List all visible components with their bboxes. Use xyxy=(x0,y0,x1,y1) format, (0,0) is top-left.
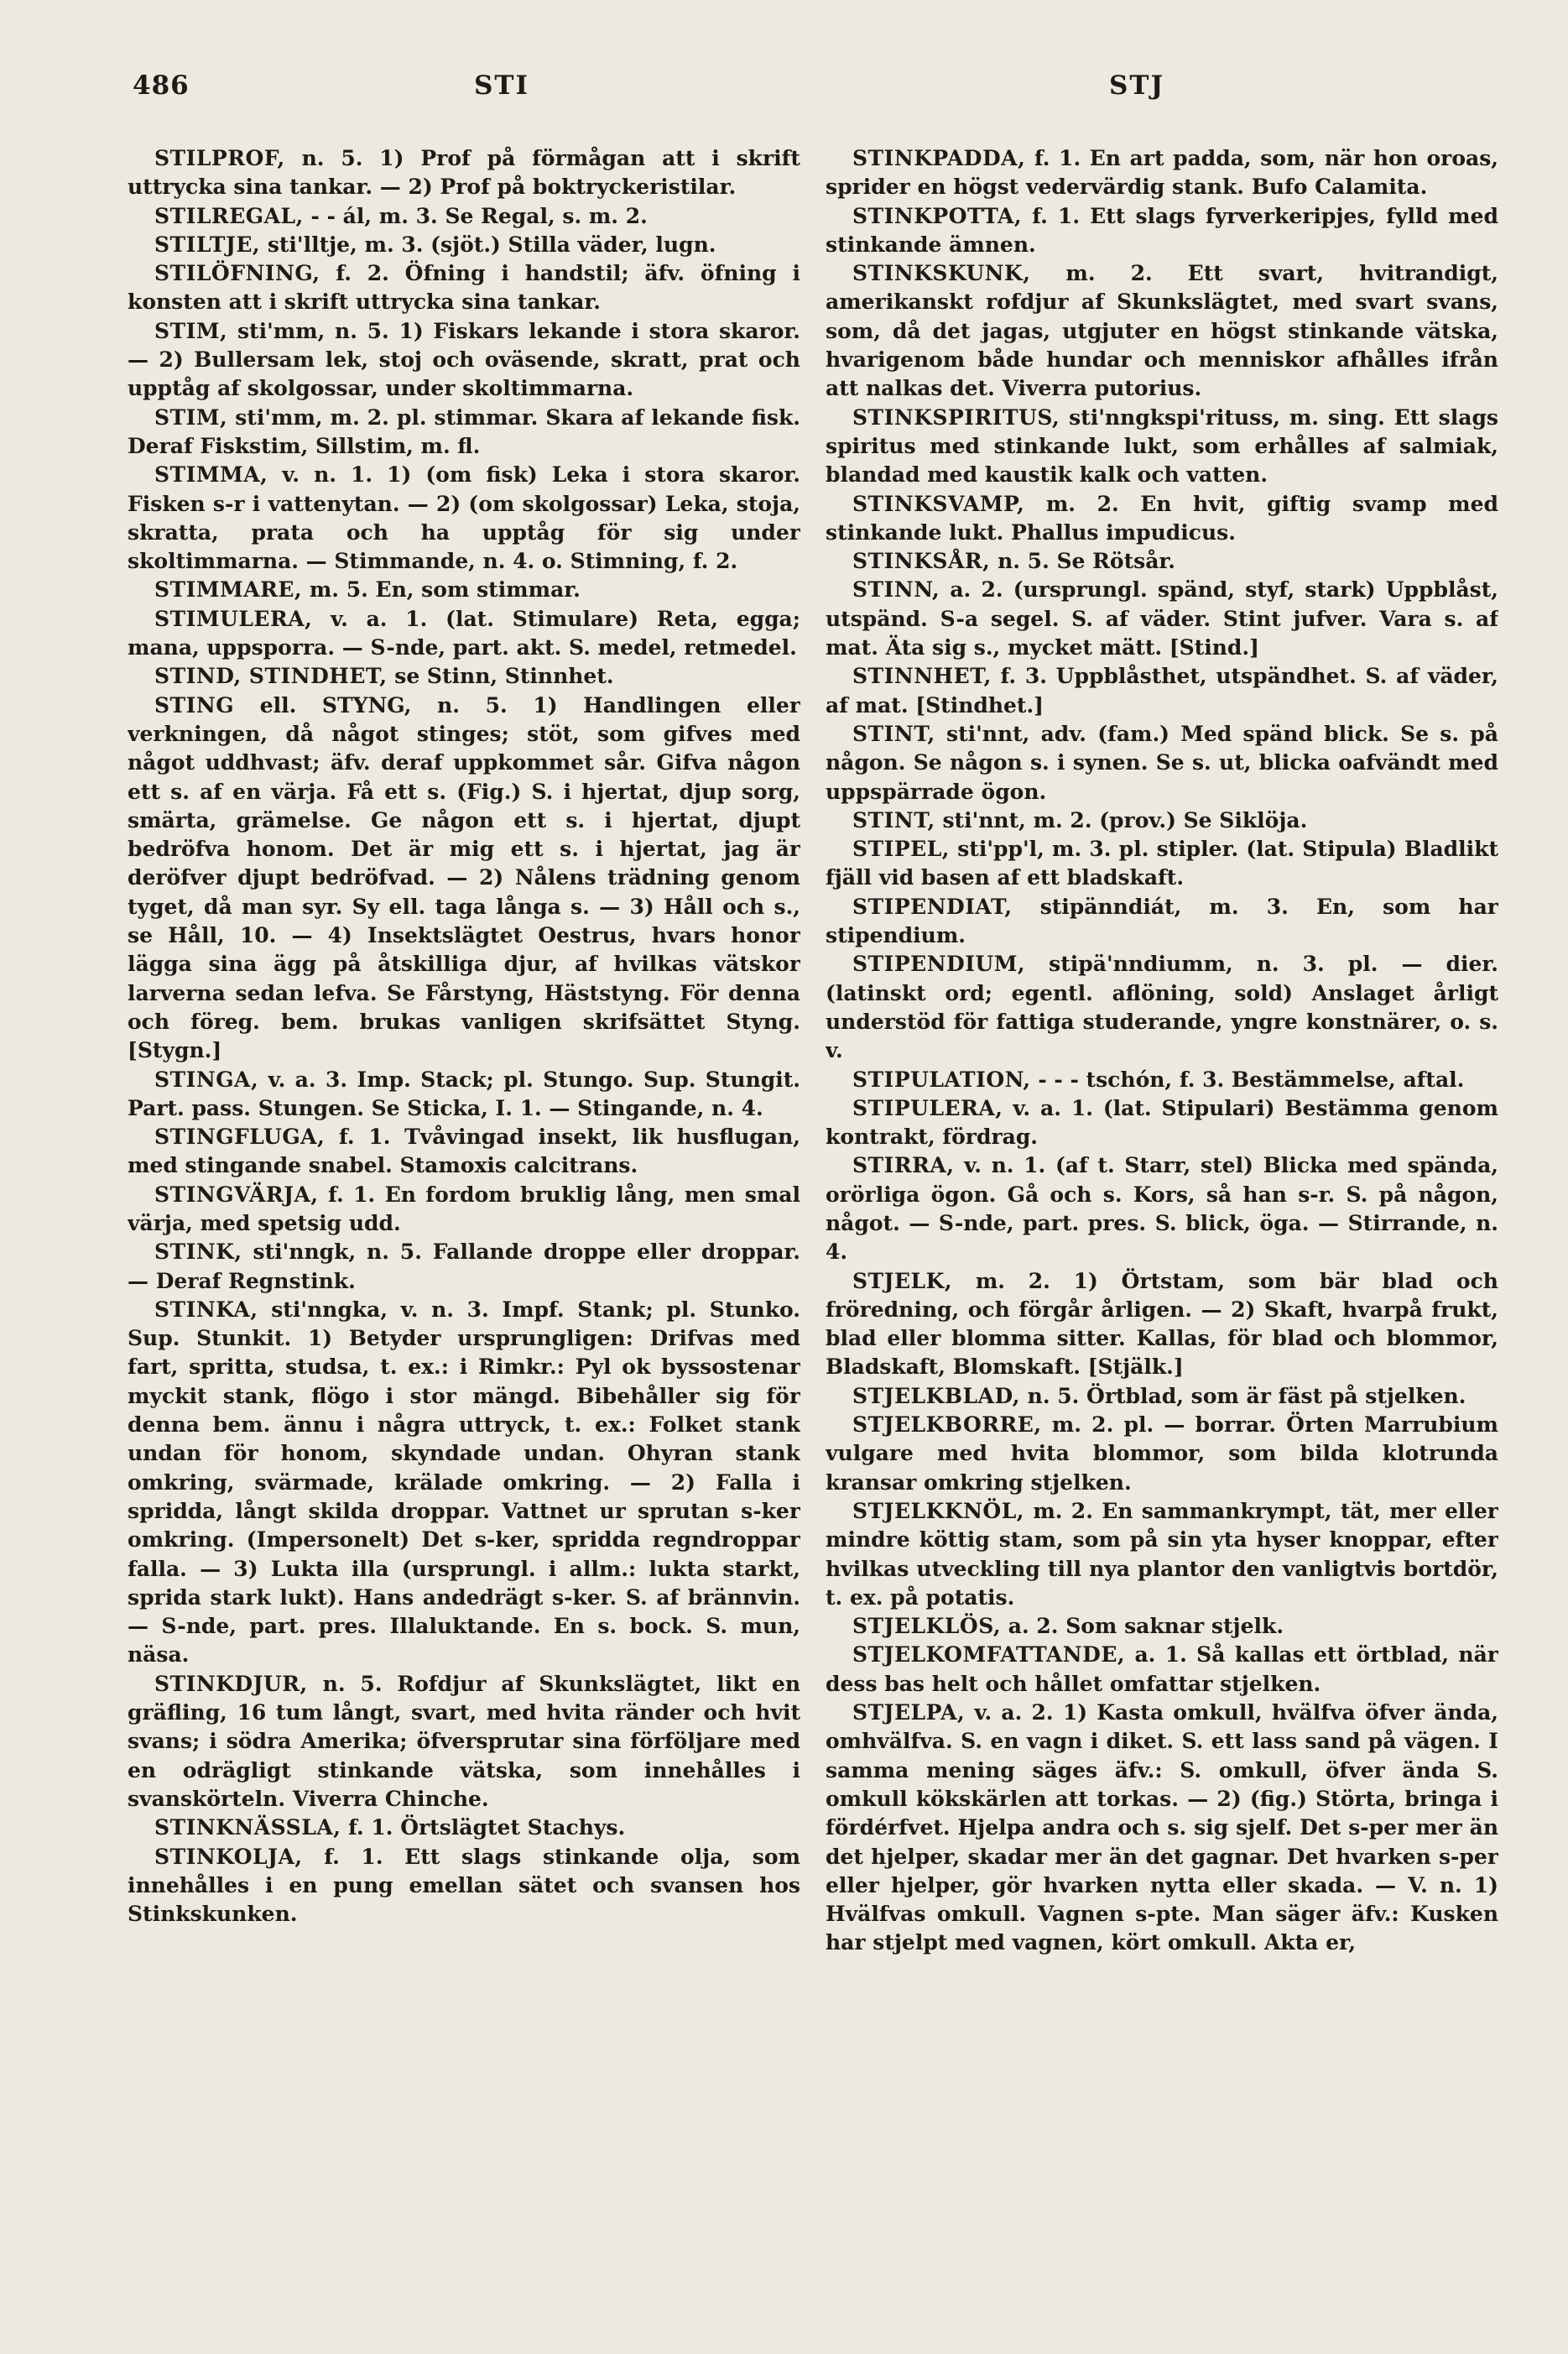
dictionary-entry xyxy=(128,461,800,576)
entry-definition: f. 3. Uppblåsthet, utspändhet. S. af väder, af mat. [Stindhet.] xyxy=(826,664,1498,718)
dictionary-entry xyxy=(826,1411,1498,1497)
entry-definition: sti'nngka, v. n. 3. Impf. Stank; pl. Stunko. Sup. Stunkit. 1) Betyder ursprungligen: Drifvas med fart, spritta, studsa, t. ex.: i Rimkr.: Pyl ok byssostenar myckit stank, flögo i stor mängd. Bibehåller sig för denna bem. ännu i några uttryck, t. ex.: Folket stank undan för honom, skyndade undan. Ohyran stank omkring, svärmade, krälade omkring. — 2) Falla i spridda, långt skilda droppar. Vattnet ur sprutan s-ker omkring. (Impersonelt) Det s-ker, spridda regndroppar falla. — 3) Lukta illa (ursprungl. i allm.: lukta starkt, sprida stark lukt). Hans andedrägt s-ker. S. af brännvin. — S-nde, part. pres. Illaluktande. En s. bock. S. mun, näsa. xyxy=(128,1297,800,1668)
dictionary-entry xyxy=(128,605,800,663)
entry-headword: STIM, xyxy=(154,318,228,343)
entry-headword: STINKSPIRITUS, xyxy=(852,405,1060,430)
entry-headword: STING xyxy=(154,692,235,718)
entry-headword: STIPENDIUM, xyxy=(852,952,1026,977)
entry-headword: STILPROF, xyxy=(154,146,285,170)
entry-definition: n. 5. 1) Prof på förmågan att i skrift uttrycka sina tankar. — 2) Prof på boktryckeristilar. xyxy=(128,146,800,200)
entry-definition: f. 1. En fordom bruklig lång, men smal värja, med spetsig udd. xyxy=(128,1182,800,1235)
entry-definition: se Stinn, Stinnhet. xyxy=(394,664,614,689)
dictionary-entry xyxy=(128,144,800,202)
dictionary-entry xyxy=(826,1382,1498,1411)
dictionary-entry xyxy=(826,547,1498,576)
entry-definition: sti'nnt, m. 2. (prov.) Se Siklöja. xyxy=(942,807,1308,833)
entry-definition: - - - tschón, f. 3. Bestämmelse, aftal. xyxy=(1038,1067,1465,1092)
dictionary-entry xyxy=(128,1181,800,1239)
entry-definition: f. 1. En art padda, som, när hon oroas, sprider en högst vedervärdig stank. Bufo Calamita. xyxy=(826,146,1498,200)
dictionary-entry xyxy=(826,259,1498,403)
entry-definition: v. a. 3. Imp. Stack; pl. Stungo. Sup. Stungit. Part. pass. Stungen. Se Sticka, I. 1. — Stingande, n. 4. xyxy=(128,1067,800,1120)
dictionary-entry xyxy=(826,1066,1498,1094)
dictionary-entry xyxy=(128,1670,800,1814)
dictionary-entry xyxy=(826,1612,1498,1641)
dictionary-entry xyxy=(128,317,800,404)
entry-headword: STINKDJUR, xyxy=(154,1671,308,1696)
dictionary-entry xyxy=(128,1296,800,1670)
entry-headword: STIRRA, xyxy=(852,1153,955,1178)
entry-definition: f. 2. Öfning i handstil; äfv. öfning i konsten att i skrift uttrycka sina tankar. xyxy=(128,261,800,315)
dictionary-entry xyxy=(128,202,800,231)
entry-headword: STIM, xyxy=(154,405,228,430)
entry-definition: n. 5. Se Rötsår. xyxy=(998,549,1175,574)
dictionary-entry xyxy=(128,1066,800,1124)
dictionary-entry xyxy=(128,231,800,259)
entry-definition: f. 1. Ett slags fyrverkeripjes, fylld med stinkande ämnen. xyxy=(826,203,1498,257)
entry-headword: STINGFLUGA, xyxy=(154,1125,326,1150)
dictionary-entry xyxy=(128,1843,800,1929)
entry-definition: v. n. 1. 1) (om fisk) Leka i stora skaror. Fisken s-r i vattenytan. — 2) (om skolgossar) Leka, stoja, skratta, prata och ha upptåg för sig under skoltimmarna. — Stimmande, n. 4. o. Stimning, f. 2. xyxy=(128,462,800,574)
entry-headword: STIMMARE, xyxy=(154,577,303,603)
entry-definition: sti'nnt, adv. (fam.) Med spänd blick. Se s. på någon. Se någon s. i synen. Se s. ut, blicka oafvändt med uppspärrade ögon. xyxy=(826,721,1498,804)
entry-headword: STINGVÄRJA, xyxy=(154,1182,319,1207)
entry-headword: STINKSKUNK, xyxy=(852,261,1031,286)
entry-definition: m. 2. En hvit, giftig svamp med stinkande lukt. Phallus impudicus. xyxy=(826,491,1498,545)
entry-headword: STIPULATION, xyxy=(852,1067,1031,1092)
dictionary-entry xyxy=(128,692,800,1066)
entry-definition: sti'mm, n. 5. 1) Fiskars lekande i stora skaror. — 2) Bullersam lek, stoj och oväsende, skratt, prat och upptåg af skolgossar, under skoltimmarna. xyxy=(128,318,800,401)
entry-definition: v. n. 1. (af t. Starr, stel) Blicka med spända, orörliga ögon. Gå och s. Kors, så han s-r. S. på någon, något. — S-nde, part. pres. S. blick, öga. — Stirrande, n. 4. xyxy=(826,1153,1498,1265)
entry-headword: STILREGAL, xyxy=(154,203,304,228)
entry-definition: f. 1. Örtslägtet Stachys. xyxy=(348,1815,626,1840)
dictionary-entry xyxy=(826,720,1498,806)
dictionary-entry xyxy=(128,1238,800,1296)
dictionary-entry xyxy=(826,202,1498,260)
entry-definition: sti'nngkspi'rituss, m. sing. Ett slags spiritus med stinkande lukt, som erhålles af salmiak, blandad med kaustik kalk och vatten. xyxy=(826,405,1498,488)
entry-definition: ell. STYNG, n. 5. 1) Handlingen eller verkningen, då något stinges; stöt, som gifves med något uddhvast; äfv. deraf uppkommet sår. Gifva någon ett s. af en värja. Få ett s. (Fig.) S. i hjertat, djup sorg, smärta, grämelse. Ge någon ett s. i hjertat, djupt bedröfva honom. Det är mig ett s. i hjertat, jag är deröfver djupt bedröfvad. — 2) Nålens trädning genom tyget, då man syr. Sy ell. taga långa s. — 3) Håll och s., se Håll, 10. — 4) Insektslägtet Oestrus, hvars honor lägga sina ägg på åtskilliga djur, af hvilkas vätskor larverna sedan lefva. Se Fårstyng, Häststyng. För denna och föreg. bem. brukas vanligen skrifsättet Styng. [Stygn.] xyxy=(128,692,800,1063)
entry-definition: f. 1. Tvåvingad insekt, lik husflugan, med stingande snabel. Stamoxis calcitrans. xyxy=(128,1125,800,1178)
entry-headword: STINKPADDA, xyxy=(852,146,1026,170)
entry-headword: STINN, xyxy=(852,577,940,603)
dictionary-entry xyxy=(128,259,800,317)
entry-headword: STIMMA, xyxy=(154,462,268,488)
dictionary-entry xyxy=(826,806,1498,835)
entry-definition: stipä'nndiumm, n. 3. pl. — dier. (latinskt ord; egentl. aflöning, sold) Anslaget årligt understöd för fattiga studerande, yngre konstnärer, o. s. v. xyxy=(826,952,1498,1063)
entry-headword: STINK, xyxy=(154,1240,242,1265)
entry-definition: n. 5. Rofdjur af Skunkslägtet, likt en gräfling, 16 tum långt, svart, med hvita ränder och hvit svans; i södra Amerika; öfversprutar sina förföljare med en odrägligt stinkande vätska, som innehålles i svanskörteln. Viverra Chinche. xyxy=(128,1671,800,1811)
entry-headword: STINNHET, xyxy=(852,664,992,689)
dictionary-entry xyxy=(826,490,1498,548)
entry-definition: a. 1. Så kallas ett örtblad, när dess bas helt och hållet omfattar stjelken. xyxy=(826,1642,1498,1696)
dictionary-entry xyxy=(826,404,1498,490)
entry-definition: v. a. 1. (lat. Stimulare) Reta, egga; mana, uppsporra. — S-nde, part. akt. S. medel, retmedel. xyxy=(128,606,800,660)
entry-definition: a. 2. Som saknar stjelk. xyxy=(1008,1614,1284,1639)
entry-headword: STJELKLÖS, xyxy=(852,1614,1002,1639)
left-column xyxy=(128,144,800,2310)
dictionary-entry xyxy=(826,1151,1498,1266)
entry-headword: STJELKBORRE, xyxy=(852,1412,1042,1438)
entry-definition: a. 2. (ursprungl. spänd, styf, stark) Uppblåst, utspänd. S-a segel. S. af väder. Stint jufver. Vara s. af mat. Äta sig s., mycket mätt. [Stind.] xyxy=(826,577,1498,660)
entry-headword: STJELKKNÖL, xyxy=(852,1498,1024,1523)
entry-definition: sti'nngk, n. 5. Fallande droppe eller droppar. — Deraf Regnstink. xyxy=(128,1240,800,1293)
dictionary-entry xyxy=(826,950,1498,1065)
dictionary-entry xyxy=(826,144,1498,202)
entry-headword: STIND, STINDHET, xyxy=(154,664,388,689)
entry-headword: STINKSÅR, xyxy=(852,549,991,574)
dictionary-entry xyxy=(826,835,1498,893)
entry-definition: n. 5. Örtblad, som är fäst på stjelken. xyxy=(1027,1383,1466,1408)
right-guideword: STJ xyxy=(1109,70,1165,101)
dictionary-entry xyxy=(128,662,800,691)
entry-headword: STJELK, xyxy=(852,1268,953,1293)
entry-definition: m. 5. En, som stimmar. xyxy=(309,577,581,603)
entry-definition: - - ál, m. 3. Se Regal, s. m. 2. xyxy=(310,203,648,228)
entry-headword: STINKA, xyxy=(154,1297,258,1322)
entry-definition: m. 2. En sammankrympt, tät, mer eller mindre köttig stam, som på sin yta hyser knoppar, efter hvilkas utveckling till nya plantor den vanligtvis bortdör, t. ex. på potatis. xyxy=(826,1498,1498,1610)
entry-headword: STINT, xyxy=(852,807,935,833)
entry-definition: m. 2. pl. — borrar. Örten Marrubium vulgare med hvita blommor, som bilda klotrunda kransar omkring stjelken. xyxy=(826,1412,1498,1495)
entry-headword: STILÖFNING, xyxy=(154,261,320,286)
entry-headword: STJELKOMFATTANDE, xyxy=(852,1642,1126,1668)
entry-headword: STILTJE, xyxy=(154,232,261,257)
entry-definition: f. 1. Ett slags stinkande olja, som innehålles i en pung emellan sätet och svansen hos Stinkskunken. xyxy=(128,1844,800,1927)
entry-headword: STIPEL, xyxy=(852,837,950,862)
entry-definition: sti'mm, m. 2. pl. stimmar. Skara af lekande fisk. Deraf Fiskstim, Sillstim, m. fl. xyxy=(128,405,800,458)
dictionary-entry xyxy=(128,576,800,604)
dictionary-entry xyxy=(826,1497,1498,1612)
entry-definition: sti'pp'l, m. 3. pl. stipler. (lat. Stipula) Bladlikt fjäll vid basen af ett bladskaft. xyxy=(826,837,1498,890)
dictionary-entry xyxy=(826,662,1498,720)
dictionary-entry xyxy=(826,893,1498,951)
entry-headword: STINKSVAMP, xyxy=(852,491,1025,516)
dictionary-entry xyxy=(826,1699,1498,1958)
entry-definition: v. a. 1. (lat. Stipulari) Bestämma genom kontrakt, fördrag. xyxy=(826,1095,1498,1150)
dictionary-entry xyxy=(826,1641,1498,1699)
entry-headword: STJELPA, xyxy=(852,1700,966,1725)
entry-headword: STINKPOTTA, xyxy=(852,203,1023,228)
entry-headword: STIPULERA, xyxy=(852,1095,1003,1120)
right-column xyxy=(826,144,1498,2310)
entry-headword: STIPENDIAT, xyxy=(852,894,1013,919)
dictionary-entry xyxy=(128,404,800,462)
entry-definition: v. a. 2. 1) Kasta omkull, hvälfva öfver ända, omhvälfva. S. en vagn i diket. S. ett lass sand på vägen. I samma mening säges äfv.: S. omkull, öfver ända S. omkull kökskärlen att torkas. — 2) (fig.) Störta, bringa i fördérfvet. Hjelpa andra och s. sig sjelf. Det s-per mer än det hjelper, skadar mer än det gagnar. Det hvarken s-per eller hjelper, gör hvarken nytta eller skada. — V. n. 1) Hvälfvas omkull. Vagnen s-pte. Man säger äfv.: Kusken har stjelpt med vagnen, kört omkull. Akta er, xyxy=(826,1700,1498,1955)
entry-headword: STINT, xyxy=(852,721,935,746)
entry-headword: STINKNÄSSLA, xyxy=(154,1815,341,1840)
entry-headword: STJELKBLAD, xyxy=(852,1383,1020,1408)
page-header xyxy=(0,70,1568,121)
entry-headword: STINKOLJA, xyxy=(154,1844,303,1869)
left-guideword: STI xyxy=(474,70,529,101)
entry-definition: m. 2. 1) Örtstam, som bär blad och fröredning, och förgår årligen. — 2) Skaft, hvarpå frukt, blad eller blomma sitter. Kallas, för blad och blommor, Bladskaft, Blomskaft. [Stjälk.] xyxy=(826,1268,1498,1380)
entry-definition: stipänndiát, m. 3. En, som har stipendium. xyxy=(826,894,1498,948)
dictionary-entry xyxy=(128,1814,800,1842)
dictionary-entry xyxy=(826,576,1498,662)
entry-definition: m. 2. Ett svart, hvitrandigt, amerikanskt rofdjur af Skunkslägtet, med svart svans, som, då det jagas, utgjuter en högst stinkande vätska, hvarigenom både hundar och menniskor afhålles ifrån att nalkas det. Viverra putorius. xyxy=(826,261,1498,401)
dictionary-entry xyxy=(826,1267,1498,1382)
entry-headword: STINGA, xyxy=(154,1067,259,1092)
entry-definition: sti'lltje, m. 3. (sjöt.) Stilla väder, lugn. xyxy=(267,232,716,257)
dictionary-entry xyxy=(826,1094,1498,1152)
dictionary-entry xyxy=(128,1123,800,1181)
entry-headword: STIMULERA, xyxy=(154,606,313,631)
page-number: 486 xyxy=(133,70,190,101)
